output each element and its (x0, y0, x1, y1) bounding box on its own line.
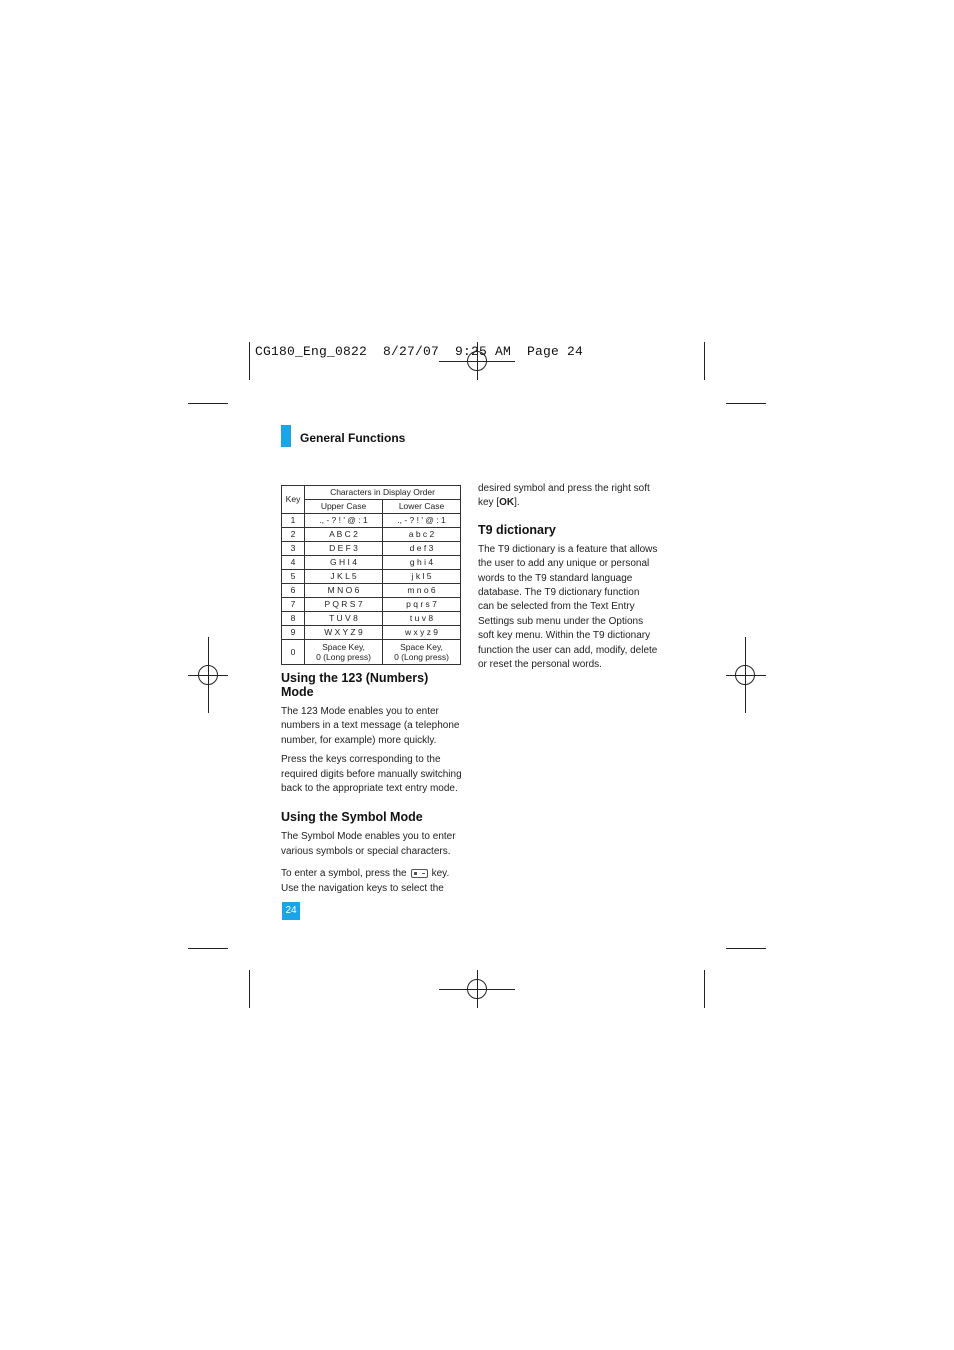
key-cell: 0 (282, 640, 305, 665)
key-cell: 5 (282, 570, 305, 584)
upper-cell: P Q R S 7 (305, 598, 383, 612)
symbol-mode-paragraph (281, 867, 463, 896)
table-row (282, 584, 461, 598)
table-header-group: Characters in Display Order (305, 486, 461, 500)
lower-cell: d e f 3 (383, 542, 461, 556)
t9-dictionary-heading: T9 dictionary (478, 522, 556, 537)
upper-cell: J K L 5 (305, 570, 383, 584)
table-header-key: Key (282, 486, 305, 514)
lower-cell-line: 0 (Long press) (394, 652, 449, 662)
table-row (282, 640, 461, 665)
crop-mark (726, 948, 766, 949)
table-row (282, 542, 461, 556)
continued-text-end: ]. (514, 497, 520, 509)
table-header-upper: Upper Case (305, 500, 383, 514)
upper-cell: ., - ? ! ' @ : 1 (305, 514, 383, 528)
upper-cell-line: Space Key, (322, 642, 365, 652)
section-title: General Functions (300, 431, 406, 445)
print-slug-line: CG180_Eng_0822 8/27/07 9:25 AM Page 24 (255, 344, 584, 359)
table-row (282, 598, 461, 612)
table-header-lower: Lower Case (383, 500, 461, 514)
upper-cell: A B C 2 (305, 528, 383, 542)
key-cell: 7 (282, 598, 305, 612)
key-character-table (281, 485, 461, 665)
symbol-mode-paragraph: The Symbol Mode enables you to enter various symbols or special characters. (281, 831, 456, 857)
table-row (282, 612, 461, 626)
lower-cell: m n o 6 (383, 584, 461, 598)
lower-cell: j k l 5 (383, 570, 461, 584)
lower-cell: w x y z 9 (383, 626, 461, 640)
lower-cell-line: Space Key, (400, 642, 443, 652)
lower-cell: ., - ? ! ' @ : 1 (383, 514, 461, 528)
table-row (282, 556, 461, 570)
page-number: 24 (282, 902, 300, 920)
heading-line: Mode (281, 685, 314, 699)
symbol-instruction-end: key. Use the navigation keys to select the (281, 868, 450, 894)
numbers-mode-heading (281, 671, 463, 699)
left-column (281, 671, 463, 901)
crop-mark (188, 403, 228, 404)
key-cell: 9 (282, 626, 305, 640)
crop-mark (188, 948, 228, 949)
upper-cell (305, 640, 383, 665)
crop-mark (726, 403, 766, 404)
table-row (282, 514, 461, 528)
key-cell: 4 (282, 556, 305, 570)
right-column (478, 482, 658, 677)
upper-cell: T U V 8 (305, 612, 383, 626)
ok-key-label: OK (499, 497, 515, 509)
key-cell: 2 (282, 528, 305, 542)
lower-cell: g h i 4 (383, 556, 461, 570)
table-row (282, 570, 461, 584)
symbol-instruction-start: To enter a symbol, press the (281, 868, 407, 880)
crop-mark (704, 970, 705, 1008)
lower-cell: p q r s 7 (383, 598, 461, 612)
lower-cell (383, 640, 461, 665)
crop-mark (249, 970, 250, 1008)
upper-cell-line: 0 (Long press) (316, 652, 371, 662)
continued-text: desired symbol and press the right soft key [ (478, 483, 650, 509)
lower-cell: a b c 2 (383, 528, 461, 542)
registration-circle (467, 979, 487, 999)
lower-cell: t u v 8 (383, 612, 461, 626)
table-row (282, 626, 461, 640)
upper-cell: W X Y Z 9 (305, 626, 383, 640)
upper-cell: G H I 4 (305, 556, 383, 570)
symbol-key-icon (411, 869, 428, 878)
registration-circle (198, 665, 218, 685)
table-row (282, 528, 461, 542)
crop-mark (704, 342, 705, 380)
t9-dictionary-paragraph: The T9 dictionary is a feature that allows the user to add any unique or personal words to the T9 standard language database. The T9 dictionary function can be selected from the Text Entry Settings sub menu under the Options soft key menu. Within the T9 dictionary function the user can add, modify, delete or reset the personal words. (478, 543, 658, 671)
continued-paragraph (478, 482, 658, 511)
key-cell: 1 (282, 514, 305, 528)
crop-mark (249, 342, 250, 380)
numbers-mode-paragraph: Press the keys corresponding to the required digits before manually switching back to the appropriate text entry mode. (281, 754, 462, 795)
numbers-mode-paragraph: The 123 Mode enables you to enter numbers in a text message (a telephone number, for example) more quickly. (281, 706, 460, 746)
key-cell: 8 (282, 612, 305, 626)
key-cell: 3 (282, 542, 305, 556)
upper-cell: D E F 3 (305, 542, 383, 556)
key-cell: 6 (282, 584, 305, 598)
section-accent-bar (281, 425, 291, 447)
heading-line: Using the 123 (Numbers) (281, 671, 429, 685)
symbol-mode-heading: Using the Symbol Mode (281, 810, 423, 825)
registration-circle (735, 665, 755, 685)
upper-cell: M N O 6 (305, 584, 383, 598)
